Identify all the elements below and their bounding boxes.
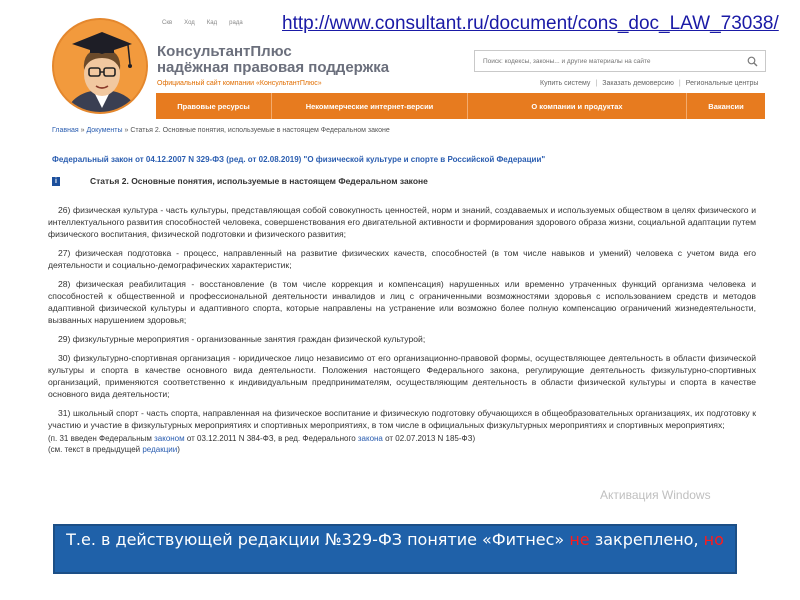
professor-avatar-logo[interactable]: [52, 18, 148, 114]
brand-name[interactable]: КонсультантПлюс: [157, 43, 292, 60]
definition-paragraph: 27) физическая подготовка - процесс, направленный на развитие физических качеств, способностей (в том числе навыков и умений) человека с учетом вида его деятельности и социально-демографических характеристик;: [48, 248, 756, 270]
breadcrumb-separator: »: [78, 127, 87, 134]
top-link-buy[interactable]: Купить систему: [540, 80, 591, 87]
previous-edition-link[interactable]: редакции: [142, 445, 178, 454]
main-navbar: [156, 93, 765, 119]
divider: |: [678, 80, 681, 87]
breadcrumb-separator: »: [122, 127, 131, 134]
breadcrumb: [52, 127, 390, 134]
divider: |: [595, 80, 598, 87]
windows-activation-watermark: Активация Windows: [600, 488, 711, 502]
search-button[interactable]: [741, 53, 763, 69]
top-mini-link[interactable]: Ход: [184, 20, 195, 26]
previous-edition-note: [48, 444, 756, 455]
search-box: [474, 50, 766, 72]
search-icon: [747, 56, 758, 67]
top-mini-link[interactable]: рада: [229, 20, 243, 26]
callout-box: [53, 524, 737, 574]
nav-about-company[interactable]: О компании и продуктах: [468, 93, 687, 119]
top-mini-links: [162, 20, 243, 26]
definition-paragraph: 28) физическая реабилитация - восстановление (в том числе коррекция и компенсация) нарушенных или временно утраченных функций организма человека и способностей к общественной и профессиональной деятельности инвалидов и лиц с ограниченными возможностями здоровья с использованием средств и методов адаптивной физической культуры и адаптивного спорта, которые направлены на устранение или возможно более полную компенсацию ограничений жизнедеятельности, вызванных нарушением здоровья;: [48, 279, 756, 325]
callout-highlight: но: [703, 530, 724, 549]
brand-tagline: надёжная правовая поддержка: [157, 59, 390, 76]
callout-text: закреплено,: [589, 530, 704, 549]
top-link-demo[interactable]: Заказать демоверсию: [602, 80, 674, 87]
note-text: от 02.07.2013 N 185-ФЗ): [382, 434, 476, 443]
law-link[interactable]: законом: [154, 434, 185, 443]
top-link-regions[interactable]: Региональные центры: [685, 80, 759, 87]
breadcrumb-current: Статья 2. Основные понятия, используемые в настоящем Федеральном законе: [130, 127, 390, 134]
brand-block: [157, 44, 389, 87]
article-title: Статья 2. Основные понятия, используемые в настоящем Федеральном законе: [90, 176, 428, 186]
breadcrumb-home[interactable]: Главная: [52, 127, 79, 134]
search-input[interactable]: [475, 51, 735, 71]
definition-paragraph: 31) школьный спорт - часть спорта, направленная на физическое воспитание и физическую подготовку обучающихся в общеобразовательных организациях, их подготовку к участию и участие в физкультурных мероприятиях и спортивных мероприятиях, в том числе в официальных физкультурных мероприятиях и спортивных мероприятиях;: [48, 408, 756, 430]
slide-url-link[interactable]: http://www.consultant.ru/document/cons_doc_LAW_73038/: [282, 13, 779, 34]
professor-icon: [54, 20, 148, 114]
law-title[interactable]: Федеральный закон от 04.12.2007 N 329-ФЗ (ред. от 02.08.2019) "О физической культуре и спорте в Российской Федерации": [52, 155, 546, 164]
top-mini-link[interactable]: Скв: [162, 20, 173, 26]
nav-free-versions[interactable]: Некоммерческие интернет-версии: [272, 93, 468, 119]
top-mini-link[interactable]: Кад: [206, 20, 218, 26]
nav-legal-resources[interactable]: Правовые ресурсы: [156, 93, 272, 119]
nav-vacancies[interactable]: Вакансии: [708, 101, 744, 111]
brand-subtitle: Официальный сайт компании «КонсультантПлюс»: [157, 80, 322, 87]
article-header: [52, 176, 428, 186]
top-links: [540, 80, 758, 87]
callout-highlight: не: [569, 530, 590, 549]
note-text: ): [177, 445, 180, 454]
law-link[interactable]: закона: [357, 434, 383, 443]
note-text: от 03.12.2011 N 384-ФЗ, в ред. Федерального: [184, 434, 358, 443]
definition-paragraph: 26) физическая культура - часть культуры, представляющая собой совокупность ценностей, норм и знаний, создаваемых и используемых обществом в целях физического и интеллектуального развития способностей человека, совершенствования его двигательной активности и формирования здорового образа жизни, социальной адаптации путем физического воспитания, физической подготовки и физического развития;: [48, 205, 756, 239]
note-text: (п. 31 введен Федеральным: [48, 434, 155, 443]
info-icon[interactable]: i: [52, 177, 60, 186]
breadcrumb-documents[interactable]: Документы: [86, 127, 123, 134]
definition-paragraph: 30) физкультурно-спортивная организация - юридическое лицо независимо от его организационно-правовой формы, осуществляющее деятельность в области физической культуры и спорта в качестве основного вида деятельности. Положения настоящего Федерального закона, регулирующие деятельность физкультурно-спортивных организаций, применяются соответственно к индивидуальным предпринимателям, осуществляющим деятельность в области физической культуры и спорта в качестве основного вида деятельности;: [48, 353, 756, 399]
definition-paragraph: 29) физкультурные мероприятия - организованные занятия граждан физической культурой;: [58, 334, 426, 344]
document-body: [48, 204, 756, 455]
callout-text: Т.е. в действующей редакции №329-ФЗ понятие «Фитнес»: [66, 530, 570, 549]
amendment-note: [48, 433, 756, 444]
note-text: (см. текст в предыдущей: [48, 445, 143, 454]
